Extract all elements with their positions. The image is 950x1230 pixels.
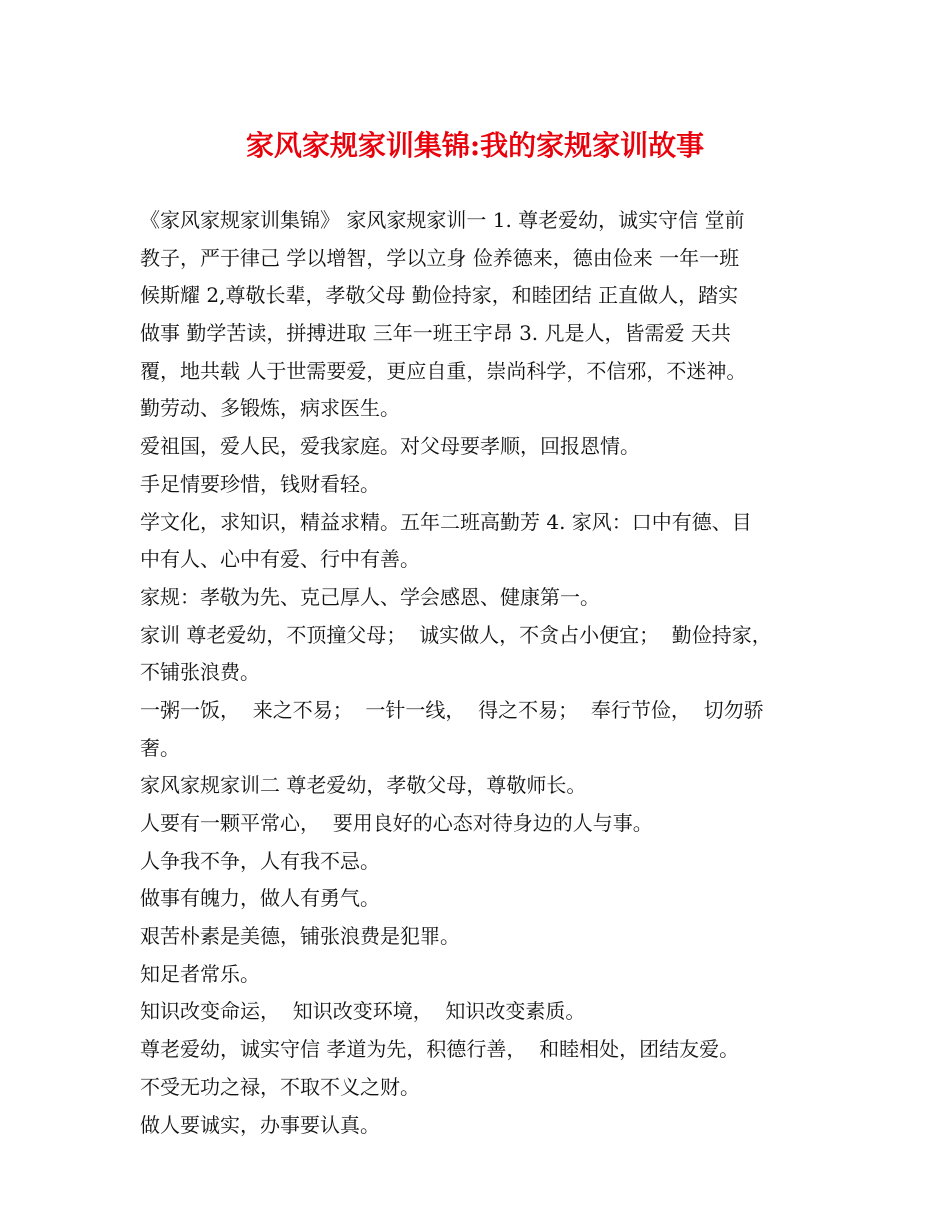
paragraph-line: 知识改变命运， 知识改变环境， 知识改变素质。 — [140, 999, 586, 1024]
paragraph-line: 不受无功之禄，不取不义之财。 — [140, 1074, 420, 1099]
paragraph-line: 教子，严于律己 学以增智，学以立身 俭养德来，德由俭来 一年一班 — [140, 245, 740, 270]
paragraph-line: 候斯耀 2,尊敬长辈，孝敬父母 勤俭持家，和睦团结 正直做人，踏实 — [140, 283, 739, 308]
document-body — [140, 202, 816, 1144]
paragraph-line: 做事有魄力，做人有勇气。 — [140, 886, 380, 911]
paragraph-line: 学文化，求知识，精益求精。五年二班高勤芳 4. 家风：口中有德、目 — [140, 509, 752, 534]
page-title: 家风家规家训集锦:我的家规家训故事 — [245, 129, 705, 162]
paragraph-line: 知足者常乐。 — [140, 961, 260, 986]
paragraph-line: 《家风家规家训集锦》 家风家规家训一 1. 尊老爱幼，诚实守信 堂前 — [140, 208, 745, 232]
paragraph-line: 覆，地共载 人于世需要爱，更应自重，崇尚科学，不信邪，不迷神。 — [140, 358, 747, 383]
paragraph-line: 尊老爱幼，诚实守信 孝道为先，积德行善， 和睦相处，团结友爱。 — [140, 1037, 740, 1062]
paragraph-line: 人争我不争，人有我不忌。 — [140, 848, 380, 873]
paragraph-line: 中有人、心中有爱、行中有善。 — [140, 547, 420, 572]
paragraph-line: 不铺张浪费。 — [140, 660, 260, 685]
paragraph-line: 家规：孝敬为先、克己厚人、学会感恩、健康第一。 — [140, 584, 600, 609]
paragraph-line: 家训 尊老爱幼，不顶撞父母； 诚实做人，不贪占小便宜； 勤俭持家， — [140, 622, 772, 647]
paragraph-line: 做事 勤学苦读，拼搏进取 三年一班王宇昂 3. 凡是人，皆需爱 天共 — [140, 321, 731, 346]
paragraph-line: 爱祖国，爱人民，爱我家庭。对父母要孝顺，回报恩情。 — [140, 434, 640, 459]
paragraph-line: 勤劳动、多锻炼，病求医生。 — [140, 396, 400, 421]
paragraph-line: 手足情要珍惜，钱财看轻。 — [140, 471, 380, 496]
paragraph-line: 奢。 — [140, 735, 180, 760]
paragraph-line: 做人要诚实，办事要认真。 — [140, 1112, 380, 1137]
paragraph-line: 一粥一饭， 来之不易； 一针一线， 得之不易； 奉行节俭， 切勿骄 — [140, 697, 764, 722]
paragraph-line: 艰苦朴素是美德，铺张浪费是犯罪。 — [140, 924, 460, 949]
paragraph-line: 人要有一颗平常心， 要用良好的心态对待身边的人与事。 — [140, 811, 653, 835]
paragraph-line: 家风家规家训二 尊老爱幼，孝敬父母，尊敬师长。 — [140, 773, 587, 798]
